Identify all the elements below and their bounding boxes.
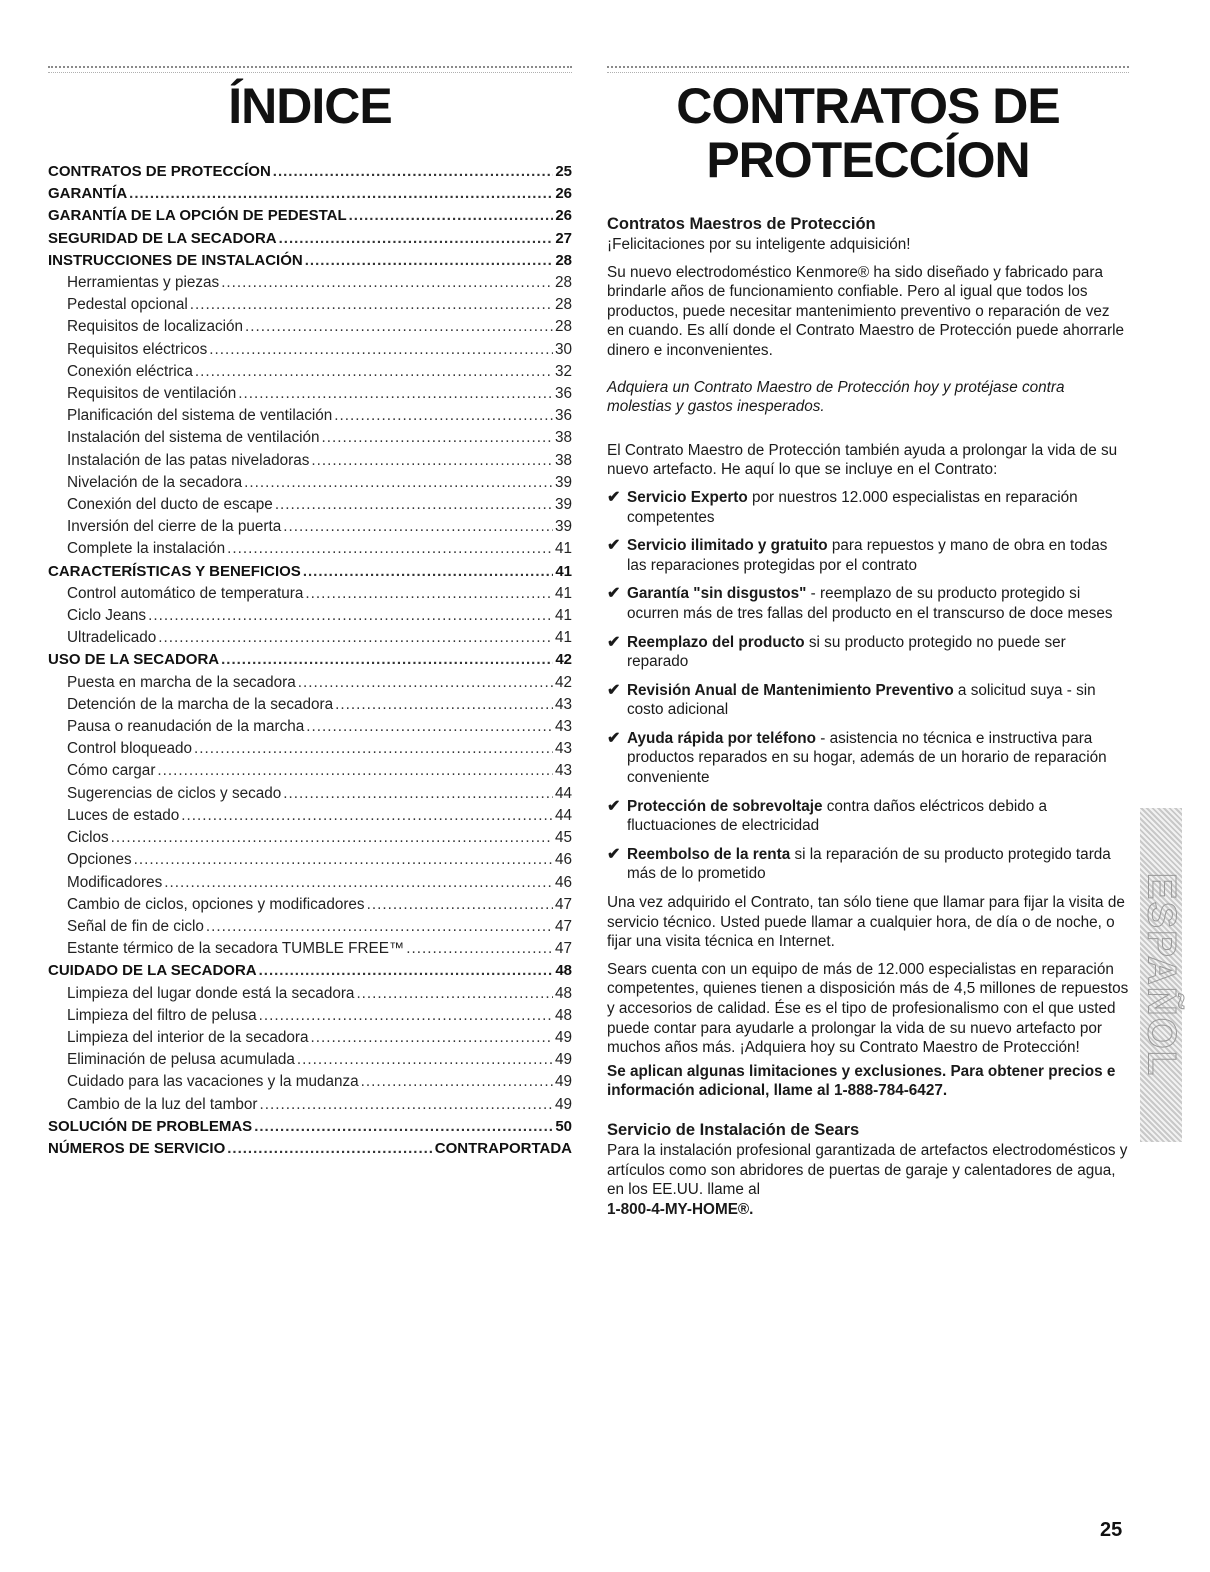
toc-subentry — [48, 916, 572, 938]
toc-entry-page: 42 — [554, 673, 572, 691]
benefit-title: Protección de sobrevoltaje — [627, 797, 823, 815]
toc-section-entry — [48, 561, 572, 583]
toc-subentry — [48, 627, 572, 649]
language-side-tab — [1140, 808, 1182, 1142]
toc-entry-page: 48 — [555, 962, 572, 980]
checkmark-icon: ✔ — [607, 729, 621, 747]
top-divider — [607, 66, 1129, 73]
toc-leader-dots — [148, 605, 553, 627]
toc-entry-page: 46 — [554, 851, 572, 869]
benefit-title: Garantía "sin disgustos" — [627, 585, 807, 603]
toc-subentry — [48, 316, 572, 338]
toc-entry-page: 49 — [554, 1028, 572, 1046]
toc-entry-label: Limpieza del lugar donde está la secadora — [67, 984, 355, 1002]
toc-entry-label: GARANTÍA DE LA OPCIÓN DE PEDESTAL — [48, 207, 347, 225]
italic-callout: Adquiera un Contrato Maestro de Protección hoy y protéjase contra molestias y gastos inesperados. — [607, 378, 1065, 416]
benefit-description: - reemplazo de su producto protegido si ocurren más de tres fallas del producto en el transcurso de doce meses — [627, 585, 1113, 622]
toc-entry-label: INSTRUCCIONES DE INSTALACIÓN — [48, 251, 303, 269]
toc-entry-label: Cómo cargar — [67, 762, 156, 780]
toc-entry-label: Luces de estado — [67, 806, 180, 824]
checkmark-icon: ✔ — [607, 585, 621, 603]
toc-subentry — [48, 494, 572, 516]
toc-leader-dots — [361, 1071, 553, 1093]
benefit-item — [607, 633, 1129, 672]
toc-entry-label: SOLUCIÓN DE PROBLEMAS — [48, 1117, 253, 1135]
congrats-text: ¡Felicitaciones por su inteligente adquisición! — [607, 236, 911, 253]
toc-subentry — [48, 294, 572, 316]
toc-subentry — [48, 805, 572, 827]
toc-section-entry — [48, 228, 572, 250]
toc-leader-dots — [206, 916, 553, 938]
toc-entry-page: 50 — [555, 1117, 572, 1135]
toc-entry-page: 39 — [554, 496, 572, 514]
toc-section-entry — [48, 1116, 572, 1138]
toc-entry-page: 36 — [554, 385, 572, 403]
toc-entry-label: Sugerencias de ciclos y secado — [67, 784, 282, 802]
toc-entry-page: 47 — [554, 895, 572, 913]
toc-entry-page: CONTRAPORTADA — [434, 1139, 572, 1157]
toc-leader-dots — [305, 583, 553, 605]
toc-leader-dots — [129, 183, 553, 205]
benefit-item — [607, 729, 1129, 788]
toc-entry-label: Limpieza del filtro de pelusa — [67, 1006, 257, 1024]
toc-leader-dots — [367, 894, 553, 916]
benefit-title: Revisión Anual de Mantenimiento Preventivo — [627, 681, 954, 699]
page-number: 25 — [1100, 1519, 1123, 1541]
toc-entry-page: 28 — [555, 251, 572, 269]
toc-subentry — [48, 1049, 572, 1071]
toc-subentry — [48, 894, 572, 916]
contracts-column — [607, 66, 1129, 1219]
index-column — [48, 66, 572, 1160]
language-side-tab-label: ESPAÑOL — [1139, 872, 1184, 1078]
toc-entry-label: Opciones — [67, 851, 132, 869]
toc-entry-page: 49 — [554, 1073, 572, 1091]
contracts-title-line2: PROTECCÍON — [706, 132, 1030, 188]
toc-leader-dots — [306, 716, 553, 738]
toc-subentry — [48, 605, 572, 627]
toc-entry-label: Pausa o reanudación de la marcha — [67, 718, 305, 736]
toc-leader-dots — [334, 405, 553, 427]
toc-leader-dots — [245, 316, 553, 338]
toc-entry-page: 44 — [554, 784, 572, 802]
toc-leader-dots — [157, 760, 553, 782]
toc-section-entry — [48, 649, 572, 671]
toc-entry-page: 32 — [554, 362, 572, 380]
toc-leader-dots — [303, 561, 554, 583]
benefit-description: si su producto protegido no puede ser reparado — [627, 633, 1066, 671]
toc-entry-label: Ultradelicado — [67, 629, 157, 647]
intro-paragraph: Su nuevo electrodoméstico Kenmore® ha sido diseñado y fabricado para brindarle años de funcionamiento confiable. Pero al igual que todos los productos, puede necesitar mantenimiento preventivo o reparación de vez en cuando. Es allí donde el Contrato Maestro de Protección puede ahorrarle dinero e inconvenientes. — [607, 263, 1125, 359]
table-of-contents — [48, 161, 572, 1160]
benefits-list — [607, 488, 1129, 884]
toc-leader-dots — [322, 427, 553, 449]
toc-subentry — [48, 583, 572, 605]
toc-leader-dots — [305, 250, 554, 272]
section-heading-installation: Servicio de Instalación de Sears — [607, 1120, 860, 1139]
checkmark-icon: ✔ — [607, 488, 621, 506]
checkmark-icon: ✔ — [607, 845, 621, 863]
toc-entry-label: Ciclo Jeans — [67, 607, 147, 625]
toc-entry-label: NÚMEROS DE SERVICIO — [48, 1139, 226, 1157]
toc-subentry — [48, 672, 572, 694]
toc-leader-dots — [238, 383, 553, 405]
toc-subentry — [48, 849, 572, 871]
benefit-item — [607, 488, 1129, 527]
toc-entry-page: 43 — [554, 762, 572, 780]
contracts-title-line1: CONTRATOS DE — [676, 78, 1060, 134]
toc-entry-page: 36 — [554, 407, 572, 425]
toc-leader-dots — [158, 627, 553, 649]
benefit-item — [607, 681, 1129, 720]
toc-subentry — [48, 450, 572, 472]
toc-entry-label: Instalación del sistema de ventilación — [67, 429, 320, 447]
toc-subentry — [48, 427, 572, 449]
toc-entry-label: CARACTERÍSTICAS Y BENEFICIOS — [48, 562, 301, 580]
toc-entry-page: 49 — [554, 1051, 572, 1069]
toc-entry-label: Control bloqueado — [67, 740, 193, 758]
toc-entry-label: CUIDADO DE LA SECADORA — [48, 962, 257, 980]
toc-subentry — [48, 783, 572, 805]
toc-subentry — [48, 516, 572, 538]
toc-entry-page: 45 — [554, 829, 572, 847]
contracts-title — [607, 79, 1129, 187]
toc-entry-page: 43 — [554, 718, 572, 736]
toc-entry-label: Modificadores — [67, 873, 163, 891]
toc-subentry — [48, 983, 572, 1005]
toc-entry-page: 47 — [554, 917, 572, 935]
toc-entry-label: Cambio de ciclos, opciones y modificadores — [67, 895, 365, 913]
benefit-item — [607, 845, 1129, 884]
toc-entry-page: 28 — [554, 318, 572, 336]
index-title: ÍNDICE — [228, 78, 392, 134]
benefit-title: Reembolso de la renta — [627, 845, 791, 863]
toc-entry-label: SEGURIDAD DE LA SECADORA — [48, 229, 277, 247]
toc-section-entry — [48, 250, 572, 272]
toc-leader-dots — [279, 228, 554, 250]
toc-entry-label: Control automático de temperatura — [67, 584, 304, 602]
toc-section-entry — [48, 205, 572, 227]
toc-entry-label: Nivelación de la secadora — [67, 473, 243, 491]
toc-entry-page: 43 — [554, 695, 572, 713]
toc-entry-label: Instalación de las patas niveladoras — [67, 451, 310, 469]
toc-entry-label: Conexión del ducto de escape — [67, 496, 273, 514]
toc-entry-page: 48 — [554, 984, 572, 1002]
benefit-description: para repuestos y mano de obra en todas las reparaciones protegidas por el contrato — [627, 537, 1108, 574]
toc-subentry — [48, 872, 572, 894]
toc-entry-label: Requisitos de localización — [67, 318, 244, 336]
benefit-description: si la reparación de su producto protegido tarda más de lo prometido — [627, 845, 1111, 883]
toc-entry-page: 25 — [555, 163, 572, 180]
toc-entry-label: Cuidado para las vacaciones y la mudanza — [67, 1073, 359, 1091]
toc-leader-dots — [283, 783, 553, 805]
toc-entry-page: 28 — [554, 296, 572, 314]
toc-entry-label: Señal de fin de ciclo — [67, 917, 204, 935]
benefit-description: por nuestros 12.000 especialistas en reparación competentes — [627, 488, 1078, 526]
toc-entry-label: Requisitos de ventilación — [67, 385, 237, 403]
toc-entry-label: Inversión del cierre de la puerta — [67, 518, 282, 536]
toc-leader-dots — [311, 1027, 553, 1049]
toc-subentry — [48, 1071, 572, 1093]
toc-section-entry — [48, 183, 572, 205]
toc-entry-page: 26 — [555, 185, 572, 203]
installation-phone: 1-800-4-MY-HOME®. — [607, 1200, 754, 1218]
checkmark-icon: ✔ — [607, 797, 621, 815]
toc-leader-dots — [335, 694, 553, 716]
toc-entry-label: Planificación del sistema de ventilación — [67, 407, 333, 425]
toc-entry-label: Ciclos — [67, 829, 109, 847]
toc-leader-dots — [134, 849, 553, 871]
toc-leader-dots — [259, 1005, 553, 1027]
toc-leader-dots — [244, 472, 553, 494]
toc-entry-page: 41 — [554, 540, 572, 558]
toc-subentry — [48, 538, 572, 560]
toc-subentry — [48, 716, 572, 738]
toc-leader-dots — [298, 672, 553, 694]
toc-entry-page: 26 — [555, 207, 572, 225]
benefit-item — [607, 536, 1129, 575]
toc-leader-dots — [194, 738, 553, 760]
benefit-title: Servicio ilimitado y gratuito — [627, 537, 828, 555]
toc-subentry — [48, 1094, 572, 1116]
toc-subentry — [48, 472, 572, 494]
toc-leader-dots — [221, 649, 553, 671]
toc-subentry — [48, 827, 572, 849]
toc-entry-page: 41 — [554, 584, 572, 602]
benefit-description: contra daños eléctricos debido a fluctuaciones de electricidad — [627, 797, 1048, 835]
toc-leader-dots — [195, 361, 553, 383]
toc-leader-dots — [221, 272, 553, 294]
checkmark-icon: ✔ — [607, 537, 621, 555]
toc-subentry — [48, 760, 572, 782]
toc-section-entry — [48, 161, 572, 183]
toc-entry-page: 39 — [554, 518, 572, 536]
benefit-item — [607, 584, 1129, 623]
toc-entry-label: Complete la instalación — [67, 540, 226, 558]
toc-leader-dots — [181, 805, 553, 827]
toc-section-entry — [48, 960, 572, 982]
toc-subentry — [48, 405, 572, 427]
toc-leader-dots — [283, 516, 553, 538]
toc-entry-page: 28 — [554, 274, 572, 292]
toc-entry-page: 27 — [555, 229, 572, 247]
toc-leader-dots — [209, 339, 553, 361]
toc-subentry — [48, 383, 572, 405]
checkmark-icon: ✔ — [607, 633, 621, 651]
toc-entry-page: 41 — [554, 607, 572, 625]
top-divider — [48, 66, 572, 73]
benefit-description: - asistencia no técnica e instructiva para productos reparados en su hogar, además de un horario de reparación conveniente — [627, 729, 1107, 787]
toc-entry-page: 44 — [554, 806, 572, 824]
toc-leader-dots — [349, 205, 554, 227]
toc-subentry — [48, 272, 572, 294]
toc-subentry — [48, 1005, 572, 1027]
toc-entry-page: 46 — [554, 873, 572, 891]
toc-leader-dots — [273, 161, 554, 183]
toc-leader-dots — [259, 1094, 553, 1116]
toc-leader-dots — [297, 1049, 553, 1071]
toc-entry-label: Detención de la marcha de la secadora — [67, 695, 334, 713]
toc-entry-page: 41 — [554, 629, 572, 647]
benefit-title: Ayuda rápida por teléfono — [627, 729, 816, 747]
toc-entry-page: 49 — [554, 1095, 572, 1113]
toc-entry-label: Conexión eléctrica — [67, 362, 193, 380]
toc-leader-dots — [254, 1116, 553, 1138]
toc-leader-dots — [190, 294, 553, 316]
installation-paragraph: Para la instalación profesional garantizada de artefactos electrodomésticos y artículos como son abridores de puertas de garaje y calentadores de agua, en los EE.UU. llame al — [607, 1141, 1128, 1199]
toc-entry-label: Herramientas y piezas — [67, 274, 220, 292]
toc-entry-label: Requisitos eléctricos — [67, 340, 208, 358]
toc-entry-label: Limpieza del interior de la secadora — [67, 1028, 309, 1046]
limitations-notice: Se aplican algunas limitaciones y exclusiones. Para obtener precios e información adicional, llame al 1-888-784-6427. — [607, 1062, 1116, 1100]
toc-entry-page: 41 — [555, 562, 572, 580]
call-paragraph: Una vez adquirido el Contrato, tan sólo tiene que llamar para fijar la visita de servicio técnico. Usted puede llamar a cualquier hora, de día o de noche, o fijar una visita técnica en Internet. — [607, 894, 1125, 951]
toc-entry-label: Eliminación de pelusa acumulada — [67, 1051, 295, 1069]
toc-entry-page: 47 — [554, 940, 572, 958]
toc-entry-page: 38 — [554, 451, 572, 469]
section-heading-master-contracts: Contratos Maestros de Protección — [607, 215, 876, 233]
toc-leader-dots — [275, 494, 553, 516]
contract-includes-paragraph: El Contrato Maestro de Protección también ayuda a prolongar la vida de su nuevo artefacto. He aquí lo que se incluye en el Contrato: — [607, 441, 1118, 479]
toc-entry-label: Estante térmico de la secadora TUMBLE FREE™ — [67, 940, 405, 958]
toc-entry-page: 39 — [554, 473, 572, 491]
toc-entry-label: CONTRATOS DE PROTECCÍON — [48, 163, 271, 180]
toc-subentry — [48, 339, 572, 361]
toc-leader-dots — [164, 872, 553, 894]
toc-entry-label: GARANTÍA — [48, 185, 128, 203]
toc-entry-page: 48 — [554, 1006, 572, 1024]
toc-subentry — [48, 738, 572, 760]
contracts-body — [607, 213, 1129, 1219]
toc-entry-label: Pedestal opcional — [67, 296, 188, 314]
toc-leader-dots — [356, 983, 553, 1005]
toc-entry-label: Puesta en marcha de la secadora — [67, 673, 296, 691]
toc-entry-label: Cambio de la luz del tambor — [67, 1095, 258, 1113]
toc-leader-dots — [259, 960, 554, 982]
toc-subentry — [48, 938, 572, 960]
toc-leader-dots — [227, 538, 553, 560]
toc-section-entry — [48, 1138, 572, 1160]
toc-subentry — [48, 361, 572, 383]
toc-entry-page: 43 — [554, 740, 572, 758]
benefit-title: Reemplazo del producto — [627, 633, 805, 651]
toc-leader-dots — [227, 1138, 433, 1160]
benefit-item — [607, 797, 1129, 836]
benefit-title: Servicio Experto — [627, 488, 748, 506]
toc-leader-dots — [111, 827, 553, 849]
toc-leader-dots — [311, 450, 553, 472]
benefit-description: a solicitud suya - sin costo adicional — [627, 681, 1096, 719]
toc-entry-label: USO DE LA SECADORA — [48, 651, 220, 669]
sears-paragraph: Sears cuenta con un equipo de más de 12.000 especialistas en reparación competentes, quienes tienen a disposición más de 4,5 millones de repuestos y accesorios de calidad. Ése es el tipo de profesionalismo con el que usted puede contar para ayudarle a prolongar la vida de su nuevo artefacto por muchos años más. ¡Adquiera hoy su Contrato Maestro de Protección! — [607, 960, 1129, 1057]
toc-entry-page: 38 — [554, 429, 572, 447]
toc-subentry — [48, 694, 572, 716]
toc-entry-page: 30 — [554, 340, 572, 358]
checkmark-icon: ✔ — [607, 681, 621, 699]
toc-subentry — [48, 1027, 572, 1049]
toc-leader-dots — [406, 938, 553, 960]
toc-entry-page: 42 — [555, 651, 572, 669]
